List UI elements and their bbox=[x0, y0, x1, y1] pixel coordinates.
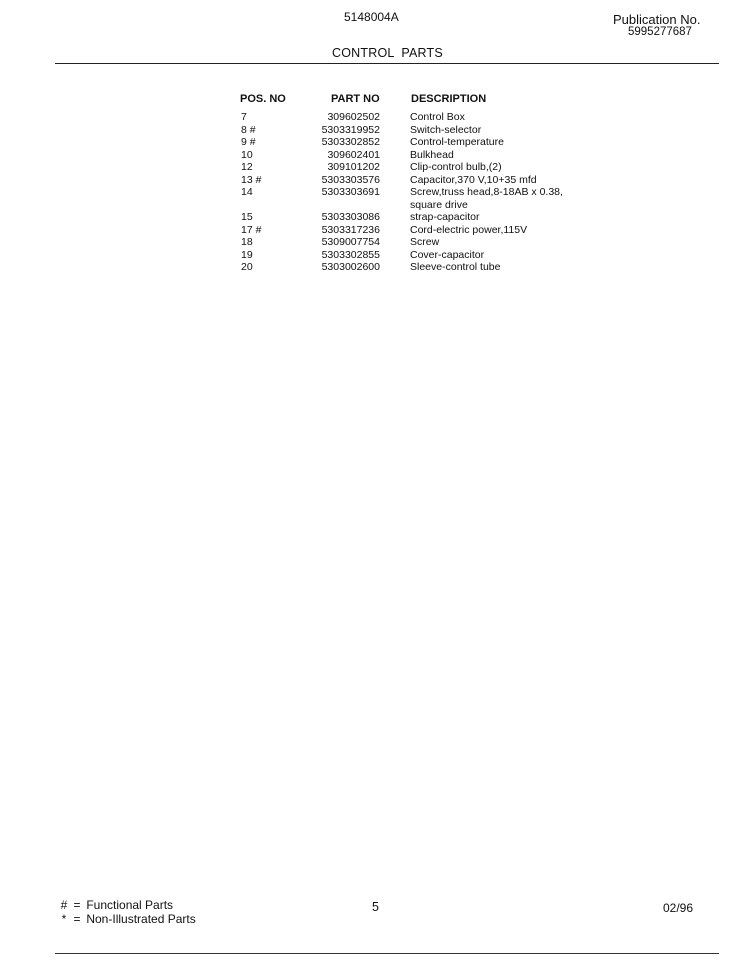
legend bbox=[57, 898, 196, 926]
description-cell: Capacitor,370 V,10+35 mfd bbox=[410, 173, 537, 186]
description-cell: Switch-selector bbox=[410, 123, 482, 136]
description-cell: Control-temperature bbox=[410, 136, 504, 148]
part-number-cell: 309602502 bbox=[327, 111, 380, 123]
legend-item-functional bbox=[57, 898, 196, 912]
description-cell: strap-capacitor bbox=[410, 211, 480, 223]
publication-number: 5995277687 bbox=[628, 26, 692, 38]
description-cell: Clip-control bulb,(2) bbox=[410, 161, 502, 173]
description-cell: Screw,truss head,8-18AB x 0.38, square drive bbox=[410, 186, 563, 211]
part-number-cell: 5303317236 bbox=[321, 223, 380, 236]
table-row bbox=[0, 124, 750, 137]
part-number-cell: 5303302852 bbox=[321, 136, 380, 148]
publication-label: Publication No. bbox=[613, 12, 701, 27]
parts-list bbox=[0, 111, 750, 274]
part-number-cell: 309602401 bbox=[327, 148, 380, 161]
table-row bbox=[0, 174, 750, 187]
pos-cell: 13 # bbox=[241, 173, 262, 186]
description-cell: Cover-capacitor bbox=[410, 248, 485, 261]
legend-equals: = bbox=[73, 912, 81, 926]
description-cell: Bulkhead bbox=[410, 148, 454, 161]
part-number-cell: 5303302855 bbox=[321, 248, 380, 261]
table-row bbox=[0, 261, 750, 274]
legend-text: Functional Parts bbox=[86, 898, 174, 912]
revision-date: 02/96 bbox=[663, 901, 694, 915]
column-header-description: DESCRIPTION bbox=[411, 93, 487, 105]
description-cell: Screw bbox=[410, 236, 440, 248]
pos-cell: 14 bbox=[241, 186, 253, 198]
legend-item-non-illustrated bbox=[57, 912, 196, 926]
description-cell: Control Box bbox=[410, 111, 465, 123]
pos-cell: 7 bbox=[241, 111, 247, 123]
legend-symbol: * bbox=[61, 912, 67, 926]
bottom-divider bbox=[55, 953, 719, 954]
part-number-cell: 5303319952 bbox=[321, 123, 380, 136]
part-number-cell: 5303303086 bbox=[321, 211, 380, 223]
part-number-cell: 5303303691 bbox=[321, 186, 380, 198]
table-row bbox=[0, 249, 750, 262]
section-title: CONTROL PARTS bbox=[332, 46, 443, 60]
column-header-part: PART NO bbox=[331, 93, 380, 105]
pos-cell: 15 bbox=[241, 211, 253, 223]
part-number-cell: 309101202 bbox=[327, 161, 380, 173]
pos-cell: 12 bbox=[241, 161, 253, 173]
table-row bbox=[0, 211, 750, 224]
pos-cell: 8 # bbox=[241, 123, 256, 136]
part-number-cell: 5303303576 bbox=[321, 173, 380, 186]
table-row bbox=[0, 161, 750, 174]
pos-cell: 10 bbox=[241, 148, 253, 161]
part-number-cell: 5303002600 bbox=[321, 261, 380, 273]
pos-cell: 18 bbox=[241, 236, 253, 248]
top-divider bbox=[55, 63, 719, 64]
pos-cell: 9 # bbox=[241, 136, 256, 148]
page-number: 5 bbox=[372, 900, 379, 914]
legend-equals: = bbox=[73, 898, 81, 912]
table-row bbox=[0, 236, 750, 249]
description-cell: Sleeve-control tube bbox=[410, 261, 501, 273]
pos-cell: 20 bbox=[241, 261, 253, 273]
legend-symbol: # bbox=[60, 898, 68, 912]
description-cell: Cord-electric power,115V bbox=[410, 223, 528, 236]
table-row bbox=[0, 186, 750, 211]
table-row bbox=[0, 136, 750, 149]
table-row bbox=[0, 111, 750, 124]
model-number: 5148004A bbox=[344, 10, 399, 24]
pos-cell: 17 # bbox=[241, 223, 262, 236]
column-header-pos: POS. NO bbox=[240, 93, 286, 105]
legend-text: Non-Illustrated Parts bbox=[86, 912, 196, 926]
table-row bbox=[0, 224, 750, 237]
part-number-cell: 5309007754 bbox=[321, 236, 380, 248]
pos-cell: 19 bbox=[241, 248, 253, 261]
table-row bbox=[0, 149, 750, 162]
